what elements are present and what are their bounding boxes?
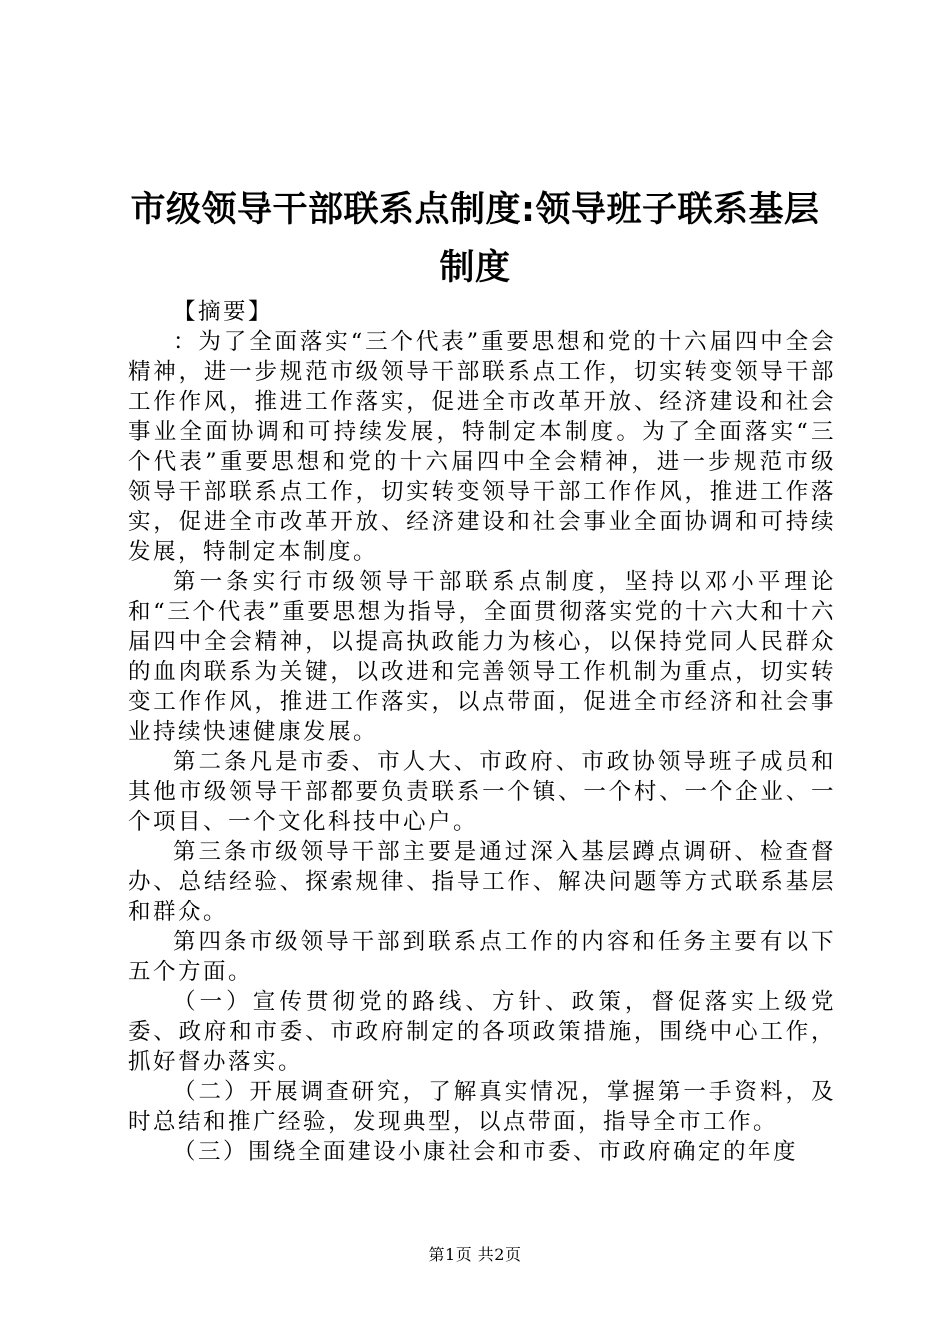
document-body: [128, 297, 836, 1167]
page-footer: 第1页 共2页: [428, 1245, 522, 1264]
paragraph-item-3: （三）围绕全面建设小康社会和市委、市政府确定的年度: [173, 1139, 799, 1165]
paragraph-item-2: （二）开展调查研究，了解真实情况，掌握第一手资料，及时总结和推广经验，发现典型，以点带面，指导全市工作。: [128, 1079, 836, 1135]
paragraph-article-3: 第三条市级领导干部主要是通过深入基层蹲点调研、检查督办、总结经验、探索规律、指导工作、解决问题等方式联系基层和群众。: [128, 839, 836, 925]
document-title-line-2: 制度: [439, 248, 511, 288]
abstract-label: 【摘要】: [173, 299, 274, 325]
paragraph-abstract: ：为了全面落实“三个代表”重要思想和党的十六届四中全会精神，进一步规范市级领导干部联系点工作，切实转变领导干部工作作风，推进工作落实，促进全市改革开放、经济建设和社会事业全面协调和可持续发展，特制定本制度。为了全面落实“三个代表”重要思想和党的十六届四中全会精神，进一步规范市级领导干部联系点工作，切实转变领导干部工作作风，推进工作落实，促进全市改革开放、经济建设和社会事业全面协调和可持续发展，特制定本制度。: [128, 329, 836, 565]
paragraph-article-1: 第一条实行市级领导干部联系点制度，坚持以邓小平理论和“三个代表”重要思想为指导，全面贯彻落实党的十六大和十六届四中全会精神，以提高执政能力为核心，以保持党同人民群众的血肉联系为关键，以改进和完善领导工作机制为重点，切实转变工作作风，推进工作落实，以点带面，促进全市经济和社会事业持续快速健康发展。: [128, 569, 836, 745]
paragraph-article-2: 第二条凡是市委、市人大、市政府、市政协领导班子成员和其他市级领导干部都要负责联系一个镇、一个村、一个企业、一个项目、一个文化科技中心户。: [128, 749, 836, 835]
document-title-line-1: 市级领导干部联系点制度:领导班子联系基层: [130, 190, 820, 230]
paragraph-article-4: 第四条市级领导干部到联系点工作的内容和任务主要有以下五个方面。: [128, 929, 836, 985]
paragraph-item-1: （一）宣传贯彻党的路线、方针、政策，督促落实上级党委、政府和市委、市政府制定的各项政策措施，围绕中心工作，抓好督办落实。: [128, 989, 836, 1075]
